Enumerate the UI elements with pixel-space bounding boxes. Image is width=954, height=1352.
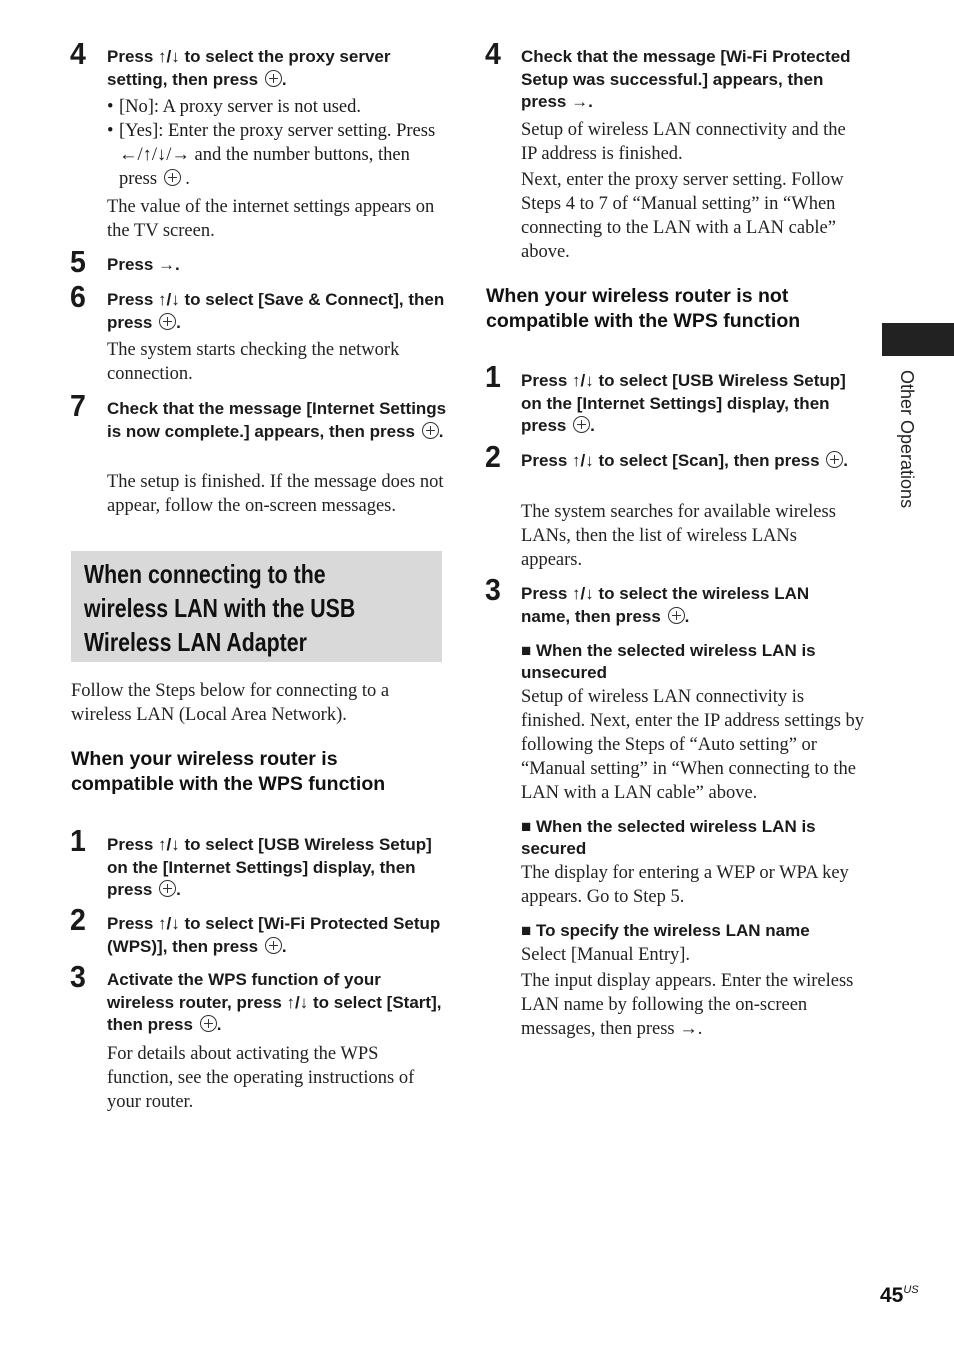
step-instruction: Press ↑/↓ to select [Scan], then press . (521, 451, 849, 470)
enter-button-icon (265, 70, 282, 87)
step-body: The system searches for available wireless LANs, then the list of wireless LANs appears. (521, 502, 836, 570)
step-body: The setup is finished. If the message does not appear, follow the on-screen messages. (107, 472, 444, 516)
note-heading: ■ To specify the wireless LAN name (521, 921, 810, 940)
step-number: 4 (485, 36, 500, 71)
option-list (107, 95, 452, 191)
step-instruction: Check that the message [Internet Settings is now complete.] appears, then press . (107, 399, 447, 441)
enter-button-icon (422, 422, 439, 439)
step-instruction: Activate the WPS function of your wireless router, press ↑/↓ to select [Start], then press . (107, 970, 442, 1034)
step-number: 2 (70, 902, 85, 937)
step-instruction: Press ↑/↓ to select [Wi-Fi Protected Setup (WPS)], then press . (107, 914, 441, 956)
page-number: $45^{US}$ (880, 1284, 919, 1307)
step-number: 3 (485, 572, 500, 607)
step-number: 1 (485, 359, 500, 394)
step-number: 4 (70, 36, 85, 71)
step-body: Setup of wireless LAN connectivity and the IP address is finished. (521, 120, 846, 164)
note-heading: ■ When the selected wireless LAN is secured (521, 817, 816, 858)
step-number: 2 (485, 439, 500, 474)
section-banner (71, 551, 442, 662)
step-instruction: Check that the message [Wi-Fi Protected Setup was successful.] appears, then press →. (521, 47, 851, 111)
step-number: 3 (70, 959, 85, 994)
enter-button-icon (164, 169, 181, 186)
step-body: The system starts checking the network connection. (107, 340, 400, 384)
step-instruction: Press ↑/↓ to select the proxy server setting, then press . (107, 47, 391, 89)
step-instruction: Press ↑/↓ to select [USB Wireless Setup] on the [Internet Settings] display, then press . (521, 371, 846, 435)
enter-button-icon (826, 451, 843, 468)
step-number: 1 (70, 823, 85, 858)
intro-text: Follow the Steps below for connecting to a wireless LAN (Local Area Network). (71, 681, 390, 725)
note-heading: ■ When the selected wireless LAN is unsecured (521, 641, 816, 682)
step-body: For details about activating the WPS function, see the operating instructions of your router. (107, 1044, 415, 1112)
step-number: 7 (70, 388, 85, 423)
enter-button-icon (573, 416, 590, 433)
subsection-heading: When your wireless router is compatible with the WPS function (71, 748, 386, 795)
step-instruction: Press ↑/↓ to select [Save & Connect], then press . (107, 290, 445, 332)
step-instruction: Press ↑/↓ to select the wireless LAN name, then press . (521, 584, 810, 626)
note-body: Setup of wireless LAN connectivity is finished. Next, enter the IP address settings by following the Steps of “Auto setting” or “Manual setting” in “When connecting to the LAN with a LAN cable” above. (521, 687, 865, 803)
chapter-label: Other Operations (897, 370, 917, 509)
step-instruction: Press →. (107, 255, 180, 274)
step-instruction: Press ↑/↓ to select [USB Wireless Setup] on the [Internet Settings] display, then press . (107, 835, 432, 899)
subsection-heading: When your wireless router is not compatible with the WPS function (486, 285, 801, 332)
step-number: 5 (70, 244, 85, 279)
note-body: The input display appears. Enter the wireless LAN name by following the on-screen messages, then press →. (521, 971, 854, 1039)
note-body: The display for entering a WEP or WPA key appears. Go to Step 5. (521, 863, 849, 907)
list-item: • [No]: A proxy server is not used. (107, 95, 452, 119)
step-body: Next, enter the proxy server setting. Follow Steps 4 to 7 of “Manual setting” in “When connecting to the LAN with a LAN cable” above. (521, 170, 844, 262)
chapter-tab (882, 323, 954, 356)
step-body: The value of the internet settings appears on the TV screen. (107, 197, 435, 241)
enter-button-icon (200, 1015, 217, 1032)
step-number: 6 (70, 279, 85, 314)
enter-button-icon (668, 607, 685, 624)
enter-button-icon (159, 313, 176, 330)
note-body: Select [Manual Entry]. (521, 945, 691, 965)
enter-button-icon (159, 880, 176, 897)
section-title: When connecting to the wireless LAN with the USB Wireless LAN Adapter (84, 559, 356, 657)
list-item: • [Yes]: Enter the proxy server setting. Press ←/↑/↓/→ and the number buttons, then press . (107, 119, 452, 191)
enter-button-icon (265, 937, 282, 954)
